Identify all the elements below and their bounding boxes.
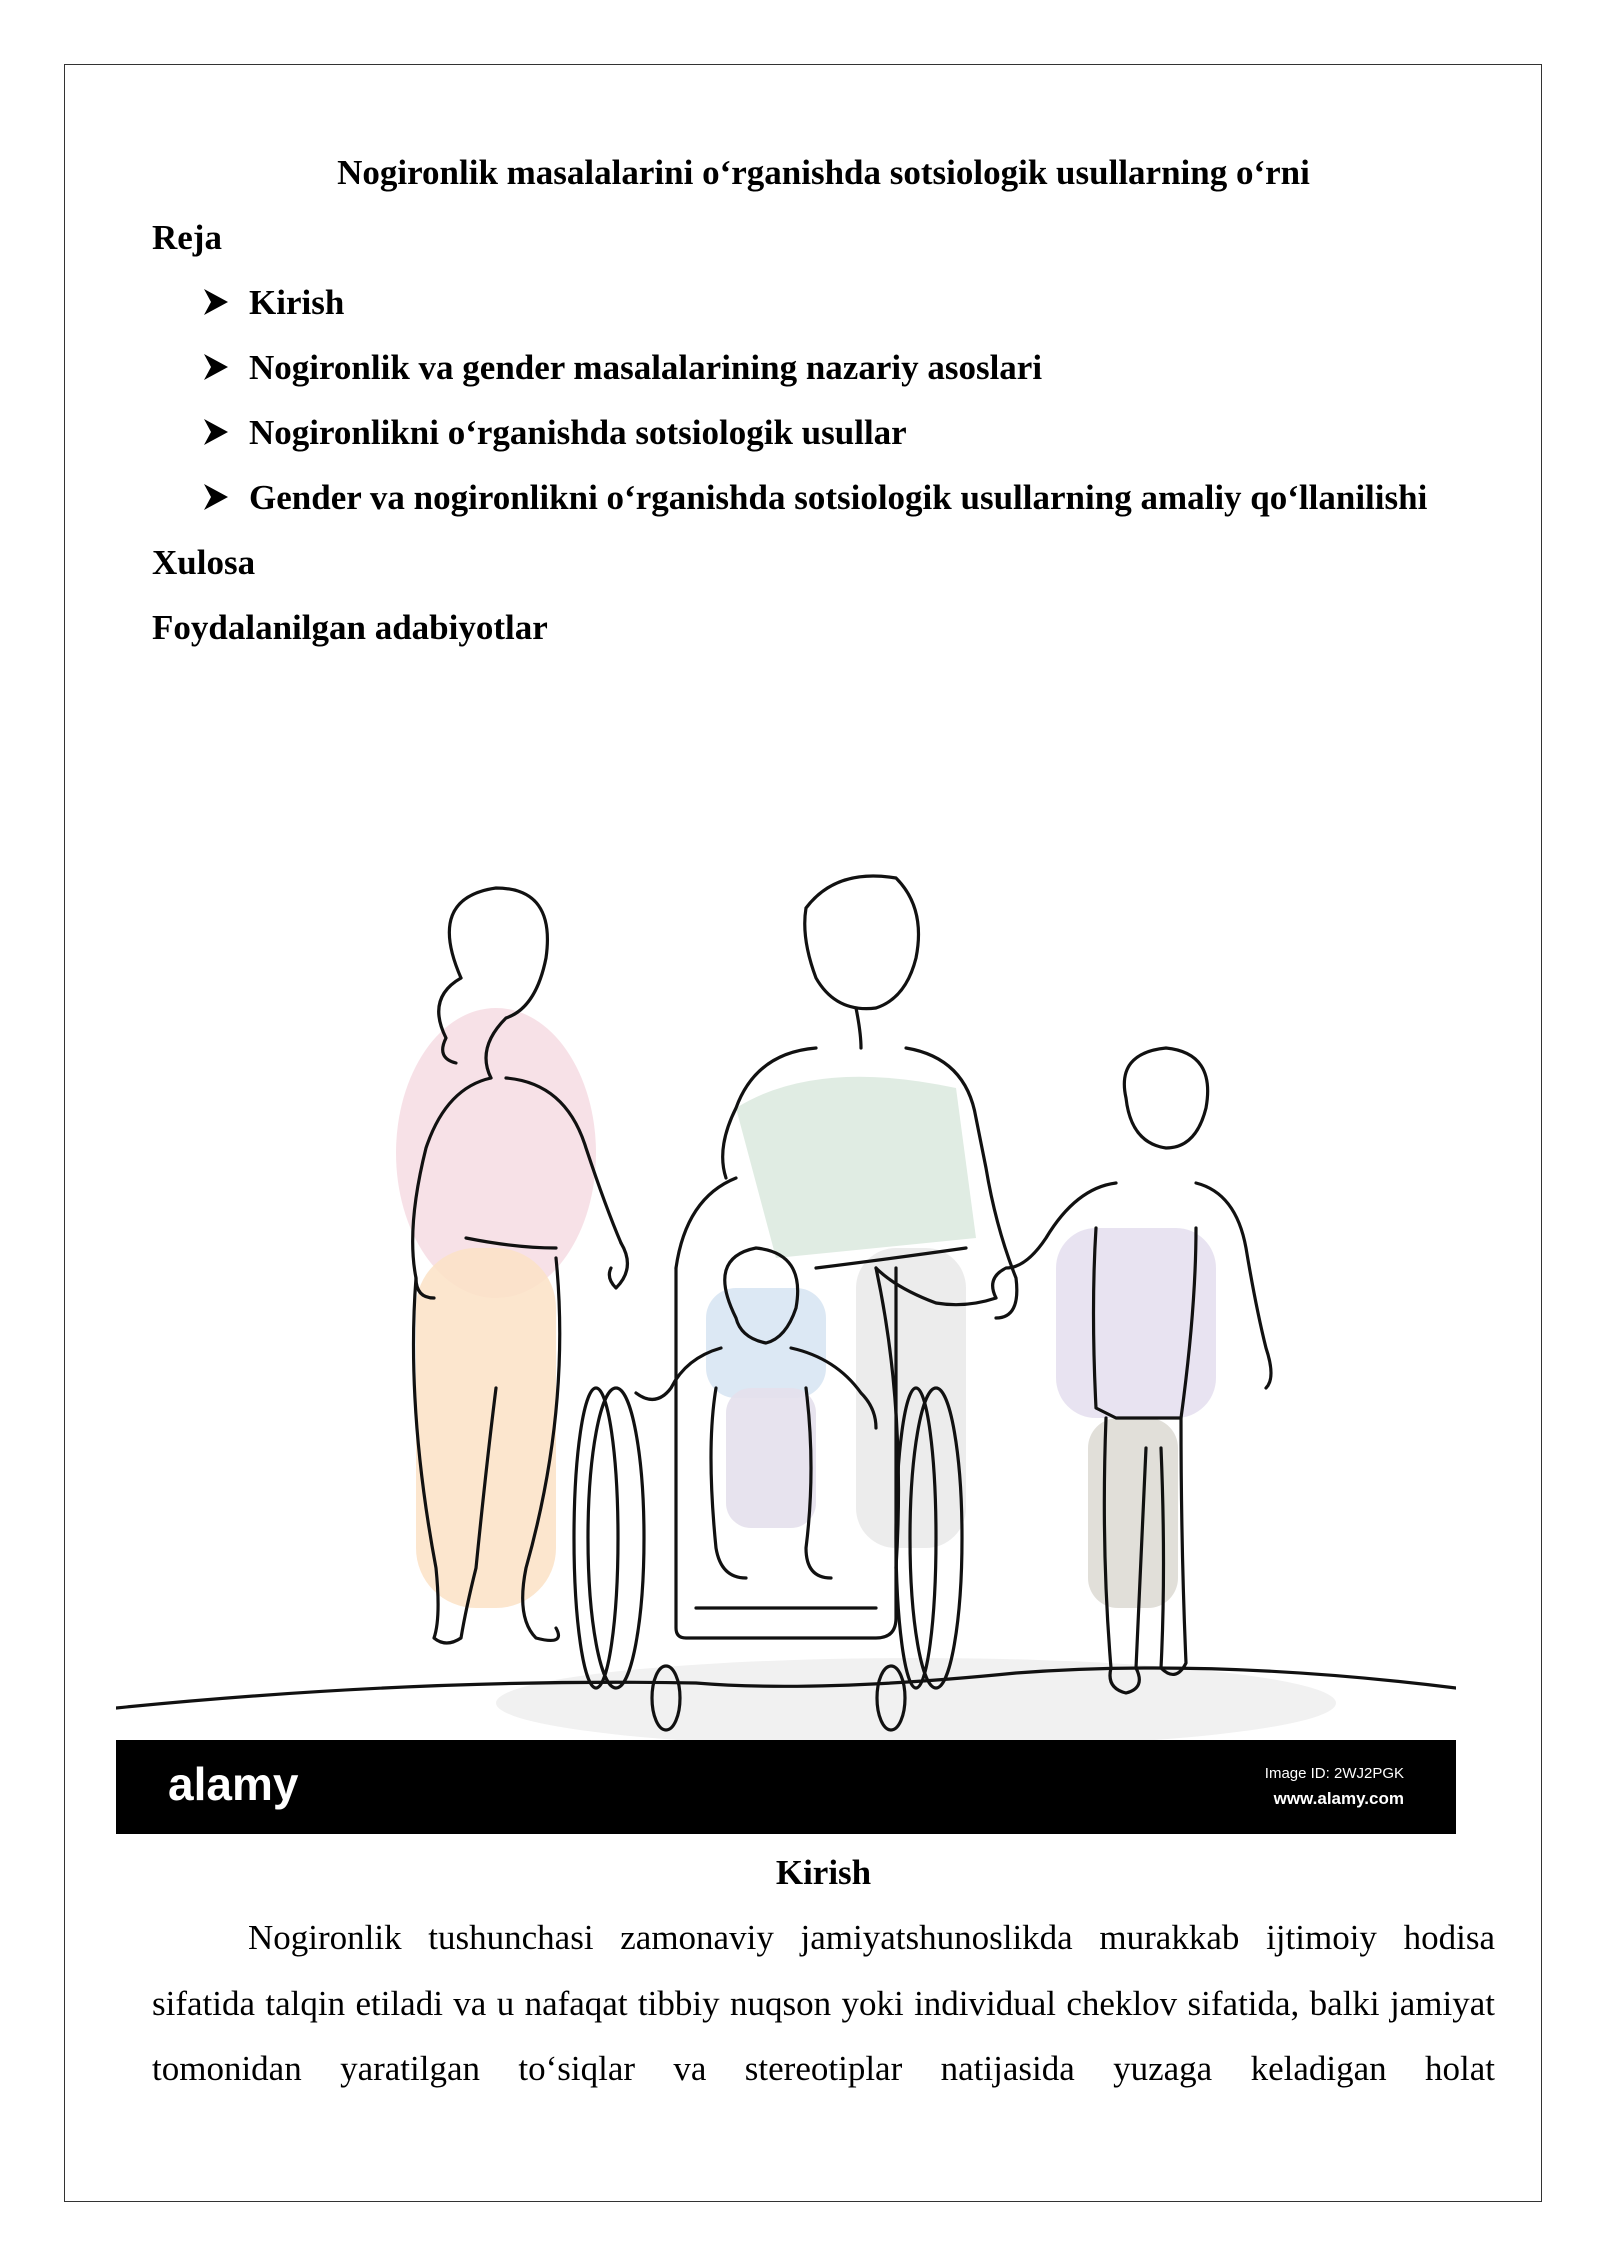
image-id-label: Image ID: 2WJ2PGK <box>1264 1765 1404 1782</box>
arrow-bullet-icon <box>200 270 240 335</box>
plan-item: Nogironlik va gender masalalarining nazariy asoslari <box>200 335 1495 400</box>
arrow-bullet-icon <box>200 400 240 465</box>
plan-list <box>152 270 1495 530</box>
watermark-banner <box>116 1740 1456 1834</box>
document-body <box>152 140 1495 660</box>
alamy-logo: alamy <box>168 1758 299 1810</box>
plan-item: Gender va nogironlikni o‘rganishda sotsiologik usullarning amaliy qo‘llanilishi <box>200 465 1495 530</box>
plan-heading: Reja <box>152 218 222 257</box>
references-heading: Foydalanilgan adabiyotlar <box>152 608 548 647</box>
arrow-bullet-icon <box>200 335 240 400</box>
section-title-kirish: Kirish <box>775 1853 872 1892</box>
family-wheelchair-illustration <box>116 848 1456 1834</box>
conclusion-heading: Xulosa <box>152 543 256 582</box>
plan-item: Kirish <box>200 270 1495 335</box>
document-title: Nogironlik masalalarini o‘rganishda sotsiologik usullarning o‘rni <box>337 153 1310 192</box>
plan-item: Nogironlikni o‘rganishda sotsiologik usullar <box>200 400 1495 465</box>
arrow-bullet-icon <box>200 465 240 530</box>
intro-paragraph: Nogironlik tushunchasi zamonaviy jamiyatshunoslikda murakkab ijtimoiy hodisa sifatida talqin etiladi va u nafaqat tibbiy nuqson yoki individual cheklov sifatida, balki jamiyat tomonidan yaratilgan to‘siqlar va stereotiplar natijasida yuzaga keladigan holat <box>152 1918 1495 2088</box>
alamy-url-label: www.alamy.com <box>1273 1789 1404 1808</box>
